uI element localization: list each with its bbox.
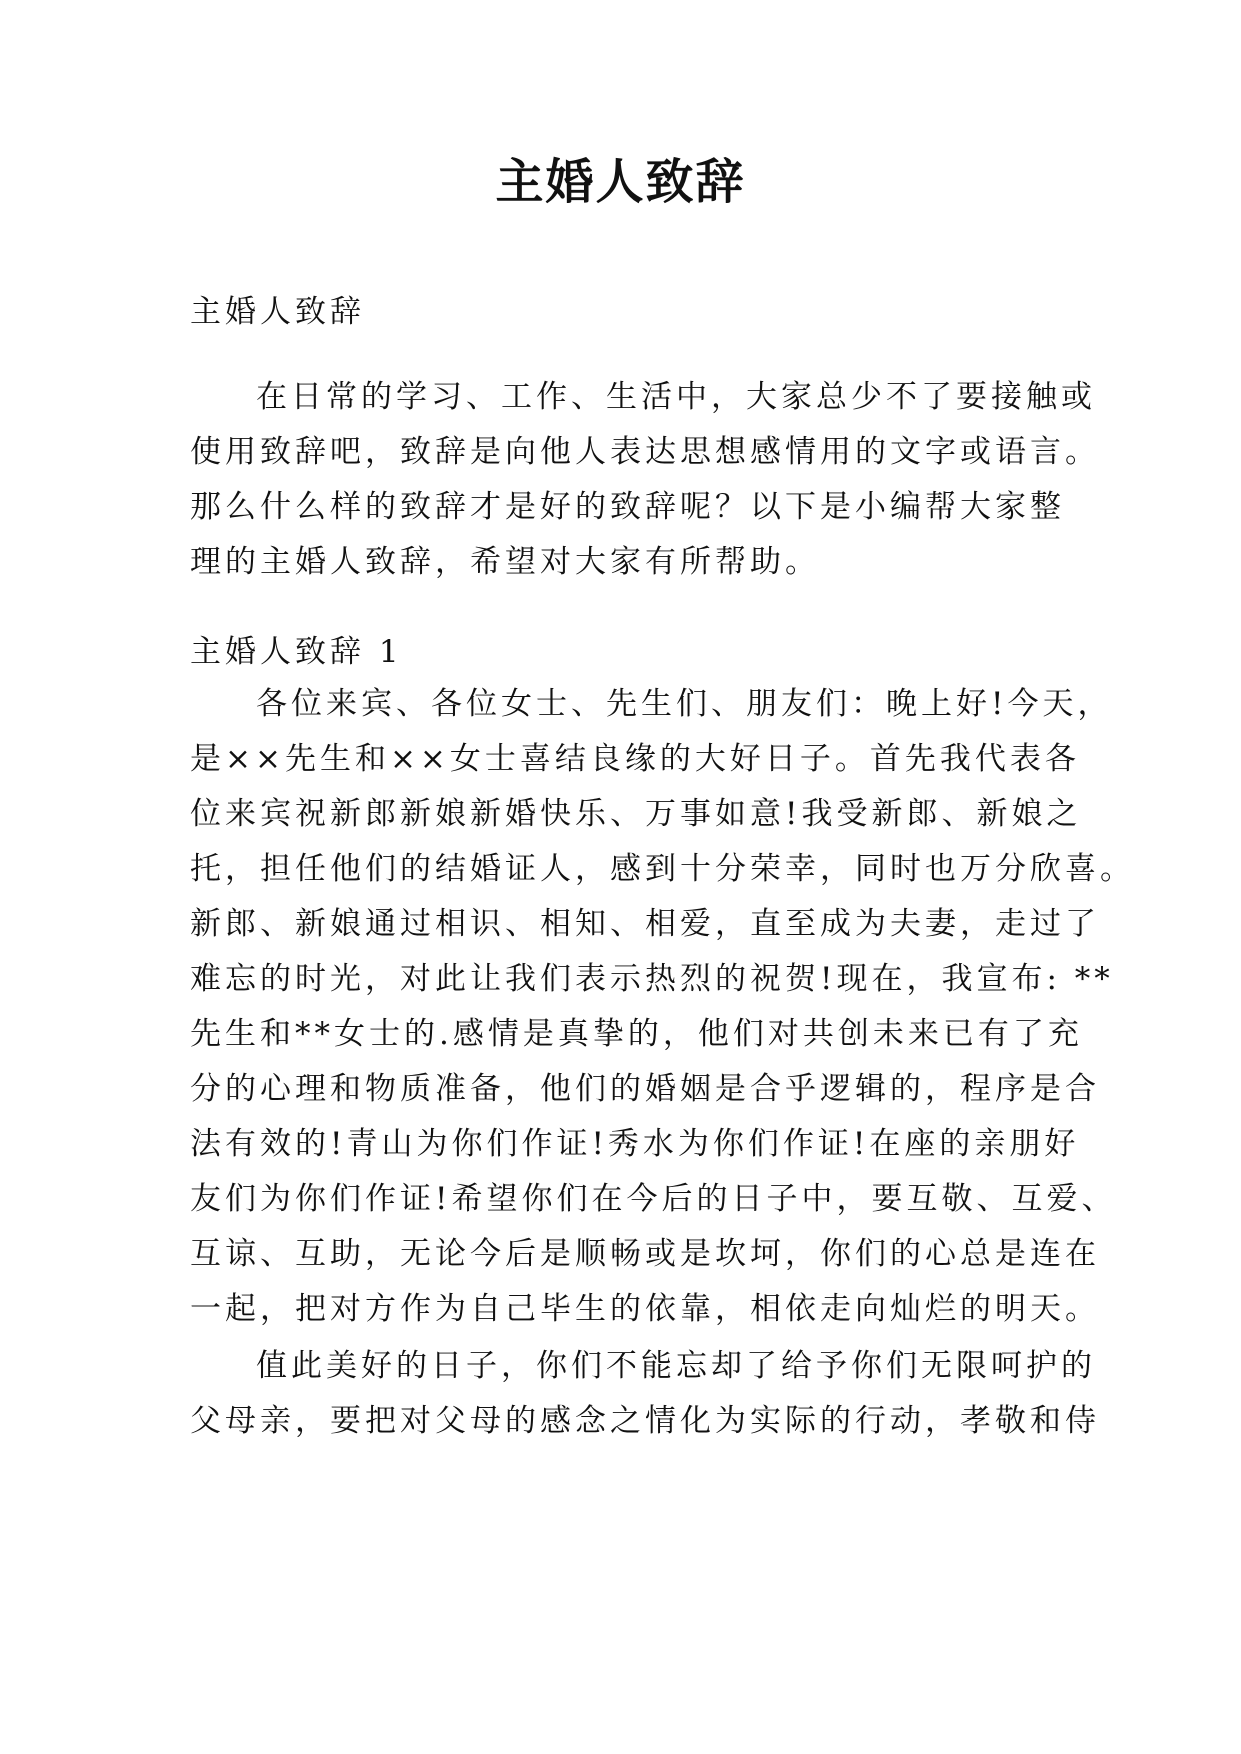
body-line: 分的心理和物质准备，他们的婚姻是合乎逻辑的，程序是合 (190, 1071, 1100, 1107)
document-subtitle: 主婚人致辞 (190, 294, 365, 330)
body-line: 新郎、新娘通过相识、相知、相爱，直至成为夫妻，走过了 (190, 906, 1100, 942)
body-line: 父母亲，要把对父母的感念之情化为实际的行动，孝敬和侍 (190, 1403, 1100, 1439)
body-line: 先生和**女士的.感情是真挚的，他们对共创未来已有了充 (190, 1016, 1083, 1052)
body-line: 值此美好的日子，你们不能忘却了给予你们无限呵护的 (256, 1348, 1096, 1384)
body-line: 各位来宾、各位女士、先生们、朋友们：晚上好!今天， (256, 686, 1113, 722)
body-line: 位来宾祝新郎新娘新婚快乐、万事如意!我受新郎、新娘之 (190, 796, 1082, 832)
body-line: 友们为你们作证!希望你们在今后的日子中，要互敬、互爱、 (190, 1181, 1117, 1217)
section-heading: 主婚人致辞 1 (190, 634, 403, 670)
intro-line: 那么什么样的致辞才是好的致辞呢？以下是小编帮大家整 (190, 489, 1065, 525)
body-line: 是××先生和××女士喜结良缘的大好日子。首先我代表各 (190, 741, 1080, 777)
intro-line: 使用致辞吧，致辞是向他人表达思想感情用的文字或语言。 (190, 434, 1100, 470)
body-line: 互谅、互助，无论今后是顺畅或是坎坷，你们的心总是连在 (190, 1236, 1100, 1272)
intro-line: 在日常的学习、工作、生活中，大家总少不了要接触或 (256, 379, 1096, 415)
intro-line: 理的主婚人致辞，希望对大家有所帮助。 (190, 544, 820, 580)
page-title: 主婚人致辞 (495, 154, 746, 210)
body-line: 托，担任他们的结婚证人，感到十分荣幸，同时也万分欣喜。 (190, 851, 1135, 887)
body-line: 一起，把对方作为自己毕生的依靠，相依走向灿烂的明天。 (190, 1291, 1100, 1327)
body-line: 难忘的时光，对此让我们表示热烈的祝贺!现在，我宣布: ** (190, 961, 1114, 997)
body-line: 法有效的!青山为你们作证!秀水为你们作证!在座的亲朋好 (190, 1126, 1080, 1162)
